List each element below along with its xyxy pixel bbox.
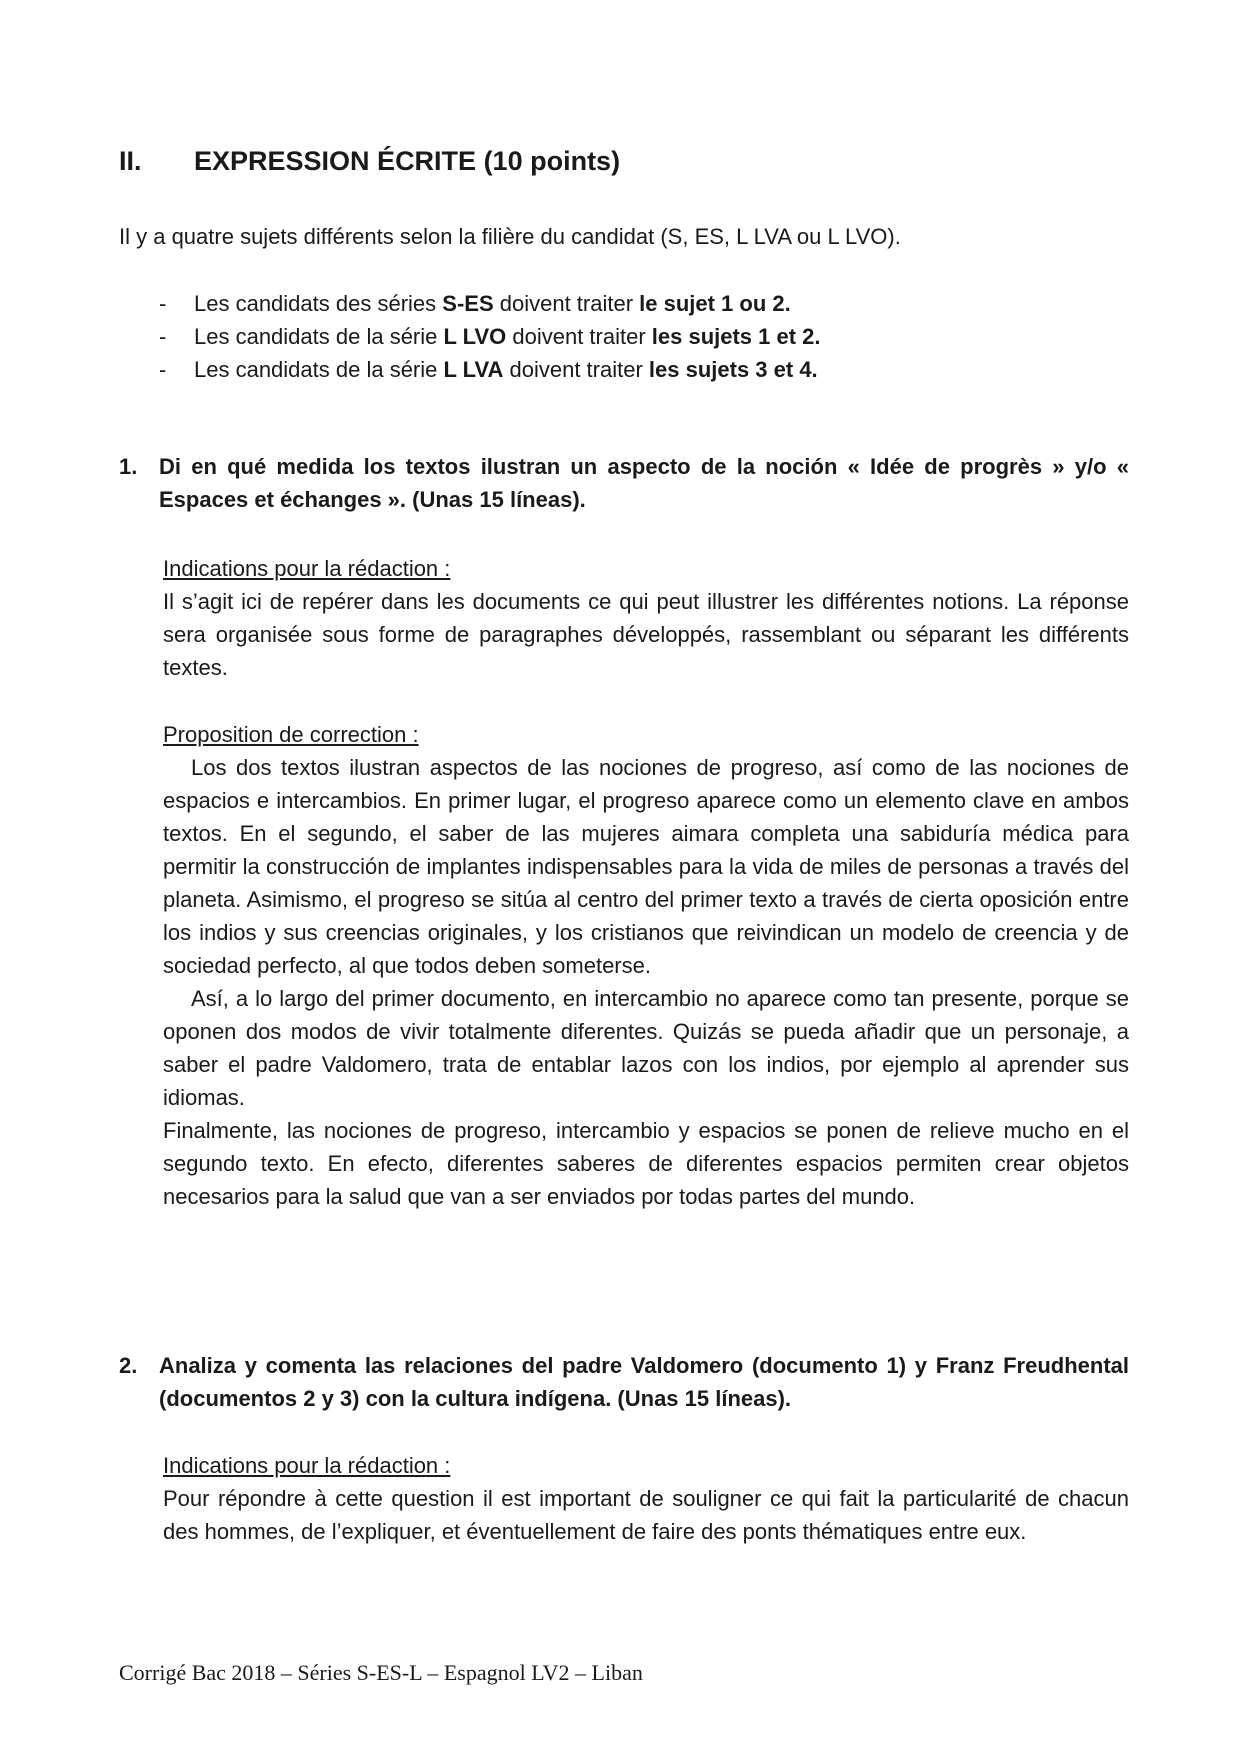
question-1-correction [163,718,1129,1213]
intro-text: Il y a quatre sujets différents selon la filière du candidat (S, ES, L LVA ou L LVO). [119,224,901,249]
indications-label: Indications pour la rédaction : [163,556,451,581]
list-dash: - [159,291,167,316]
correction-paragraph: Los dos textos ilustran aspectos de las nociones de progreso, así como de las nociones de espacios e intercambios. En primer lugar, el progreso aparece como un elemento clave en ambos textos. En el segundo, el saber de las mujeres aimara completa una sabiduría médica para permitir la construcción de implantes indispensables para la vida de miles de personas a través del planeta. Asimismo, el progreso se sitúa al centro del primer texto a través de cierta oposición entre los indios y sus creencias originales, y los cristianos que reivindican un modelo de creencia y de sociedad perfecto, al que todos deben someterse. [163,755,1129,978]
correction-paragraph: Finalmente, las nociones de progreso, intercambio y espacios se ponen de relieve mucho en el segundo texto. En efecto, diferentes saberes de diferentes espacios permiten crear objetos necesarios para la salud que van a ser enviados por todas partes del mundo. [163,1118,1129,1209]
section-title: EXPRESSION ÉCRITE (10 points) [194,146,621,176]
list-item: - Les candidats de la série L LVA doivent traiter les sujets 3 et 4. [119,353,1129,386]
question-text: Di en qué medida los textos ilustran un aspecto de la noción « Idée de progrès » y/o « Espaces et échanges ». (Unas 15 líneas). [159,454,1129,512]
question-2-indications [163,1449,1129,1548]
correction-label: Proposition de correction : [163,722,419,747]
page-footer: Corrigé Bac 2018 – Séries S-ES-L – Espagnol LV2 – Liban [119,1660,643,1685]
section-heading [119,146,620,177]
indications-text: Il s’agit ici de repérer dans les documents ce qui peut illustrer les différentes notions. La réponse sera organisée sous forme de paragraphes développés, rassemblant ou séparant les différents textes. [163,589,1129,680]
list-dash: - [159,324,167,349]
question-text: Analiza y comenta las relaciones del padre Valdomero (documento 1) y Franz Freudhental (documentos 2 y 3) con la cultura indígena. (Unas 15 líneas). [159,1353,1129,1411]
question-number: 2. [119,1353,138,1378]
list-item: - Les candidats des séries S-ES doivent traiter le sujet 1 ou 2. [119,287,1129,320]
question-1-indications [163,552,1129,684]
section-number: II. [119,146,142,176]
list-dash: - [159,357,167,382]
question-number: 1. [119,454,138,479]
indications-label: Indications pour la rédaction : [163,1453,451,1478]
list-item: - Les candidats de la série L LVO doivent traiter les sujets 1 et 2. [119,320,1129,353]
indications-text: Pour répondre à cette question il est important de souligner ce qui fait la particularité de chacun des hommes, de l’expliquer, et éventuellement de faire des ponts thématiques entre eux. [163,1486,1129,1544]
question-2-title [119,1349,1129,1415]
question-1-title [119,450,1129,516]
rules-list [119,287,1129,386]
correction-paragraph: Así, a lo largo del primer documento, en intercambio no aparece como tan presente, porque se oponen dos modos de vivir totalmente diferentes. Quizás se pueda añadir que un personaje, a saber el padre Valdomero, trata de entablar lazos con los indios, por ejemplo al aprender sus idiomas. [163,986,1129,1110]
